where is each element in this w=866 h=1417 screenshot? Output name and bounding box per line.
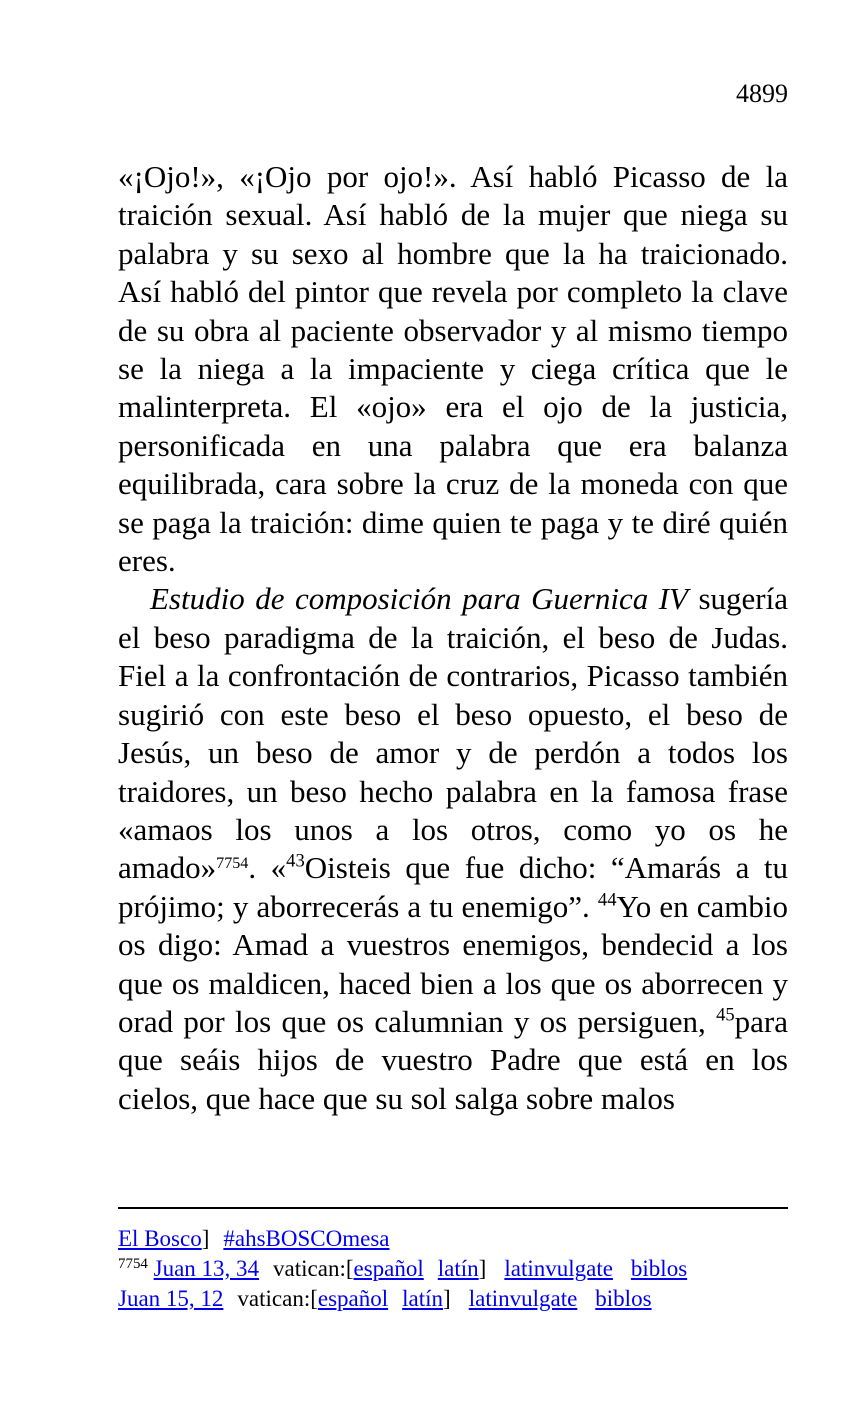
vatican-label: vatican:[	[237, 1286, 318, 1311]
espanol-link[interactable]: español	[317, 1286, 389, 1311]
artwork-title: Estudio de composición para Guernica IV	[150, 581, 688, 617]
latin-link[interactable]: latín	[402, 1286, 444, 1311]
juan-15-12-link[interactable]: Juan 15, 12	[118, 1286, 224, 1311]
paragraph-2	[118, 580, 788, 1118]
juan-13-34-link[interactable]: Juan 13, 34	[153, 1256, 260, 1281]
footnotes	[118, 1224, 818, 1314]
footnote-line-1	[118, 1224, 818, 1254]
footnote-number: 7754	[118, 1255, 148, 1272]
verse-number-44: 44	[597, 889, 617, 911]
espanol-link[interactable]: español	[353, 1256, 424, 1281]
el-bosco-link[interactable]: El Bosco	[118, 1226, 202, 1251]
paragraph-2-text-a: sugería el beso paradigma de la traición, el beso de Judas. Fiel a la confrontación de contrarios, Picasso también sugirió con este beso el beso opuesto, el beso de Jesús, un beso de amor y de perdón a todos los traidores, un beso hecho palabra en la famosa frase «amaos los unos a los otros, como yo os he amado»	[118, 581, 788, 886]
vatican-bracket: ]	[478, 1256, 487, 1281]
vatican-bracket: ]	[443, 1286, 451, 1311]
verse-number-45: 45	[716, 1004, 735, 1026]
footnote-line-2	[118, 1254, 818, 1284]
body-text	[118, 158, 788, 1118]
biblos-link[interactable]: biblos	[595, 1286, 652, 1311]
hashtag-link[interactable]: #ahsBOSCOmesa	[223, 1226, 390, 1251]
latinvulgate-link[interactable]: latinvulgate	[468, 1286, 578, 1311]
latinvulgate-link[interactable]: latinvulgate	[504, 1256, 613, 1281]
footnote-ref-7754[interactable]: 7754	[216, 855, 249, 873]
paragraph-1: «¡Ojo!», «¡Ojo por ojo!». Así habló Picasso de la traición sexual. Así habló de la mujer que niega su palabra y su sexo al hombre que la ha traicionado. Así habló del pintor que revela por completo la clave de su obra al paciente observador y al mismo tiempo se la niega a la impaciente y ciega crítica que le malinterpreta. El «ojo» era el ojo de la justicia, personificada en una palabra que era balanza equilibrada, cara sobre la cruz de la moneda con que se paga la traición: dime quien te paga y te diré quién eres.	[118, 159, 788, 579]
page-number: 4899	[736, 79, 788, 108]
paragraph-2-text-d: Yo en cambio os digo: Amad a vuestros enemigos, bendecid a los que os maldicen, haced bien a los que os aborrecen y orad por los que os calumnian y os persiguen,	[118, 888, 788, 1039]
paragraph-2-text-c: Oisteis que fue dicho: “Amarás a tu prójimo; y aborrecerás a tu enemigo”.	[118, 850, 788, 924]
paragraph-2-text-b: . «	[248, 850, 287, 886]
biblos-link[interactable]: biblos	[630, 1256, 688, 1281]
footnote-bracket: ]	[201, 1226, 210, 1251]
vatican-label: vatican:[	[273, 1256, 354, 1281]
verse-number-43: 43	[286, 850, 305, 872]
paragraph-2-text-e: para que seáis hijos de vuestro Padre que está en los cielos, que hace que su sol salga sobre malos	[118, 1003, 788, 1116]
footnote-divider	[118, 1207, 788, 1209]
latin-link[interactable]: latín	[437, 1256, 479, 1281]
footnote-line-3	[118, 1284, 818, 1314]
